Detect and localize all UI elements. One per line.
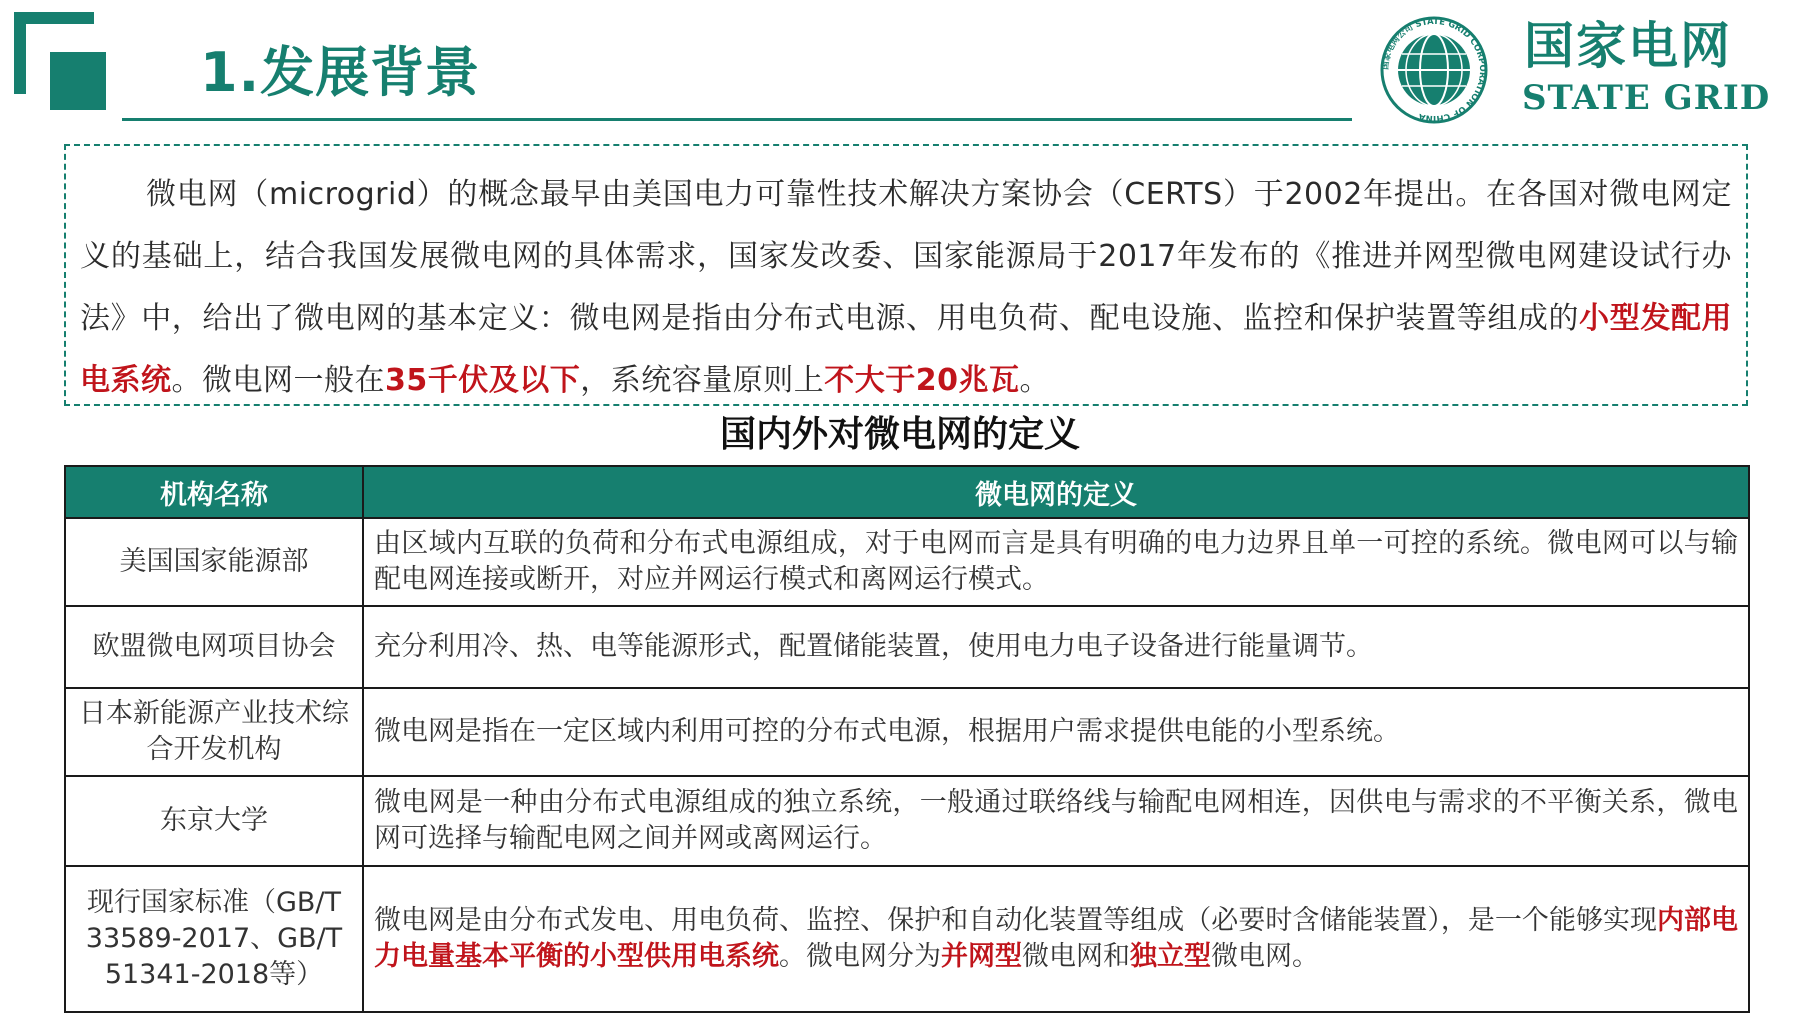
corner-square-decoration	[50, 52, 106, 110]
definition-highlight-2: 并网型	[941, 941, 1022, 972]
intro-box	[64, 144, 1748, 406]
definition-cell: 由区域内互联的负荷和分布式电源组成，对于电网而言是具有明确的电力边界且单一可控的系统。微电网可以与输配电网连接或断开，对应并网运行模式和离网运行模式。	[363, 518, 1749, 606]
definition-cell: 微电网是一种由分布式电源组成的独立系统，一般通过联络线与输配电网相连，因供电与需求的不平衡关系，微电网可选择与输配电网之间并网或离网运行。	[363, 776, 1749, 866]
definition-text-a: 微电网是由分布式发电、用电负荷、监控、保护和自动化装置等组成（必要时含储能装置），是一个能够实现	[374, 905, 1657, 936]
header-org: 机构名称	[65, 466, 363, 518]
intro-highlight-2: 35千伏及以下	[385, 363, 581, 398]
table-title: 国内外对微电网的定义	[719, 414, 1080, 455]
org-cell: 东京大学	[65, 776, 363, 866]
org-cell: 欧盟微电网项目协会	[65, 606, 363, 688]
definition-text-c: 微电网和	[1022, 941, 1130, 972]
logo-english-name: STATE GRID	[1522, 78, 1771, 118]
intro-text-1: 微电网（microgrid）的概念最早由美国电力可靠性技术解决方案协会（CERTS）于2002年提出。在各国对微电网定义的基础上，结合我国发展微电网的具体需求，国家发改委、国家能源局于2017年发布的《推进并网型微电网建设试行办法》中，给出了微电网的基本定义：微电网是指由分布式电源、用电负荷、配电设施、监控和保护装置等组成的	[80, 177, 1732, 336]
definition-cell: 充分利用冷、热、电等能源形式，配置储能装置，使用电力电子设备进行能量调节。	[363, 606, 1749, 688]
definition-text-b: 。微电网分为	[779, 941, 941, 972]
state-grid-globe-logo	[1380, 16, 1488, 124]
intro-text-2: 。微电网一般在	[171, 363, 385, 398]
intro-paragraph	[80, 164, 1732, 412]
org-cell: 现行国家标准（GB/T 33589-2017、GB/T 51341-2018等）	[65, 866, 363, 1012]
section-title: 1.发展背景	[200, 41, 481, 104]
title-underline	[122, 118, 1352, 121]
definitions-table	[64, 465, 1750, 1013]
table-row	[65, 518, 1749, 606]
logo-chinese-name: 国家电网	[1524, 17, 1732, 75]
table-row	[65, 866, 1749, 1012]
org-cell: 日本新能源产业技术综合开发机构	[65, 688, 363, 776]
table-row	[65, 776, 1749, 866]
header-definition: 微电网的定义	[363, 466, 1749, 518]
definition-highlight-1: 内部电力电量基本平衡的小型供用电系统	[374, 905, 1739, 972]
org-cell: 美国国家能源部	[65, 518, 363, 606]
intro-highlight-3: 不大于20兆瓦	[824, 363, 1020, 398]
intro-highlight-1: 小型发配用电系统	[80, 301, 1733, 398]
definition-cell	[363, 866, 1749, 1012]
table-row	[65, 606, 1749, 688]
logo-ring-text: 国家电网公司 STATE GRID CORPORATION OF CHINA	[1380, 16, 1488, 124]
definition-highlight-3: 独立型	[1130, 941, 1211, 972]
intro-text-4: 。	[1019, 363, 1050, 398]
intro-text-3: ，系统容量原则上	[580, 363, 825, 398]
definition-cell: 微电网是指在一定区域内利用可控的分布式电源，根据用户需求提供电能的小型系统。	[363, 688, 1749, 776]
table-header-row	[65, 466, 1749, 518]
definition-text-d: 微电网。	[1211, 941, 1319, 972]
table-row	[65, 688, 1749, 776]
